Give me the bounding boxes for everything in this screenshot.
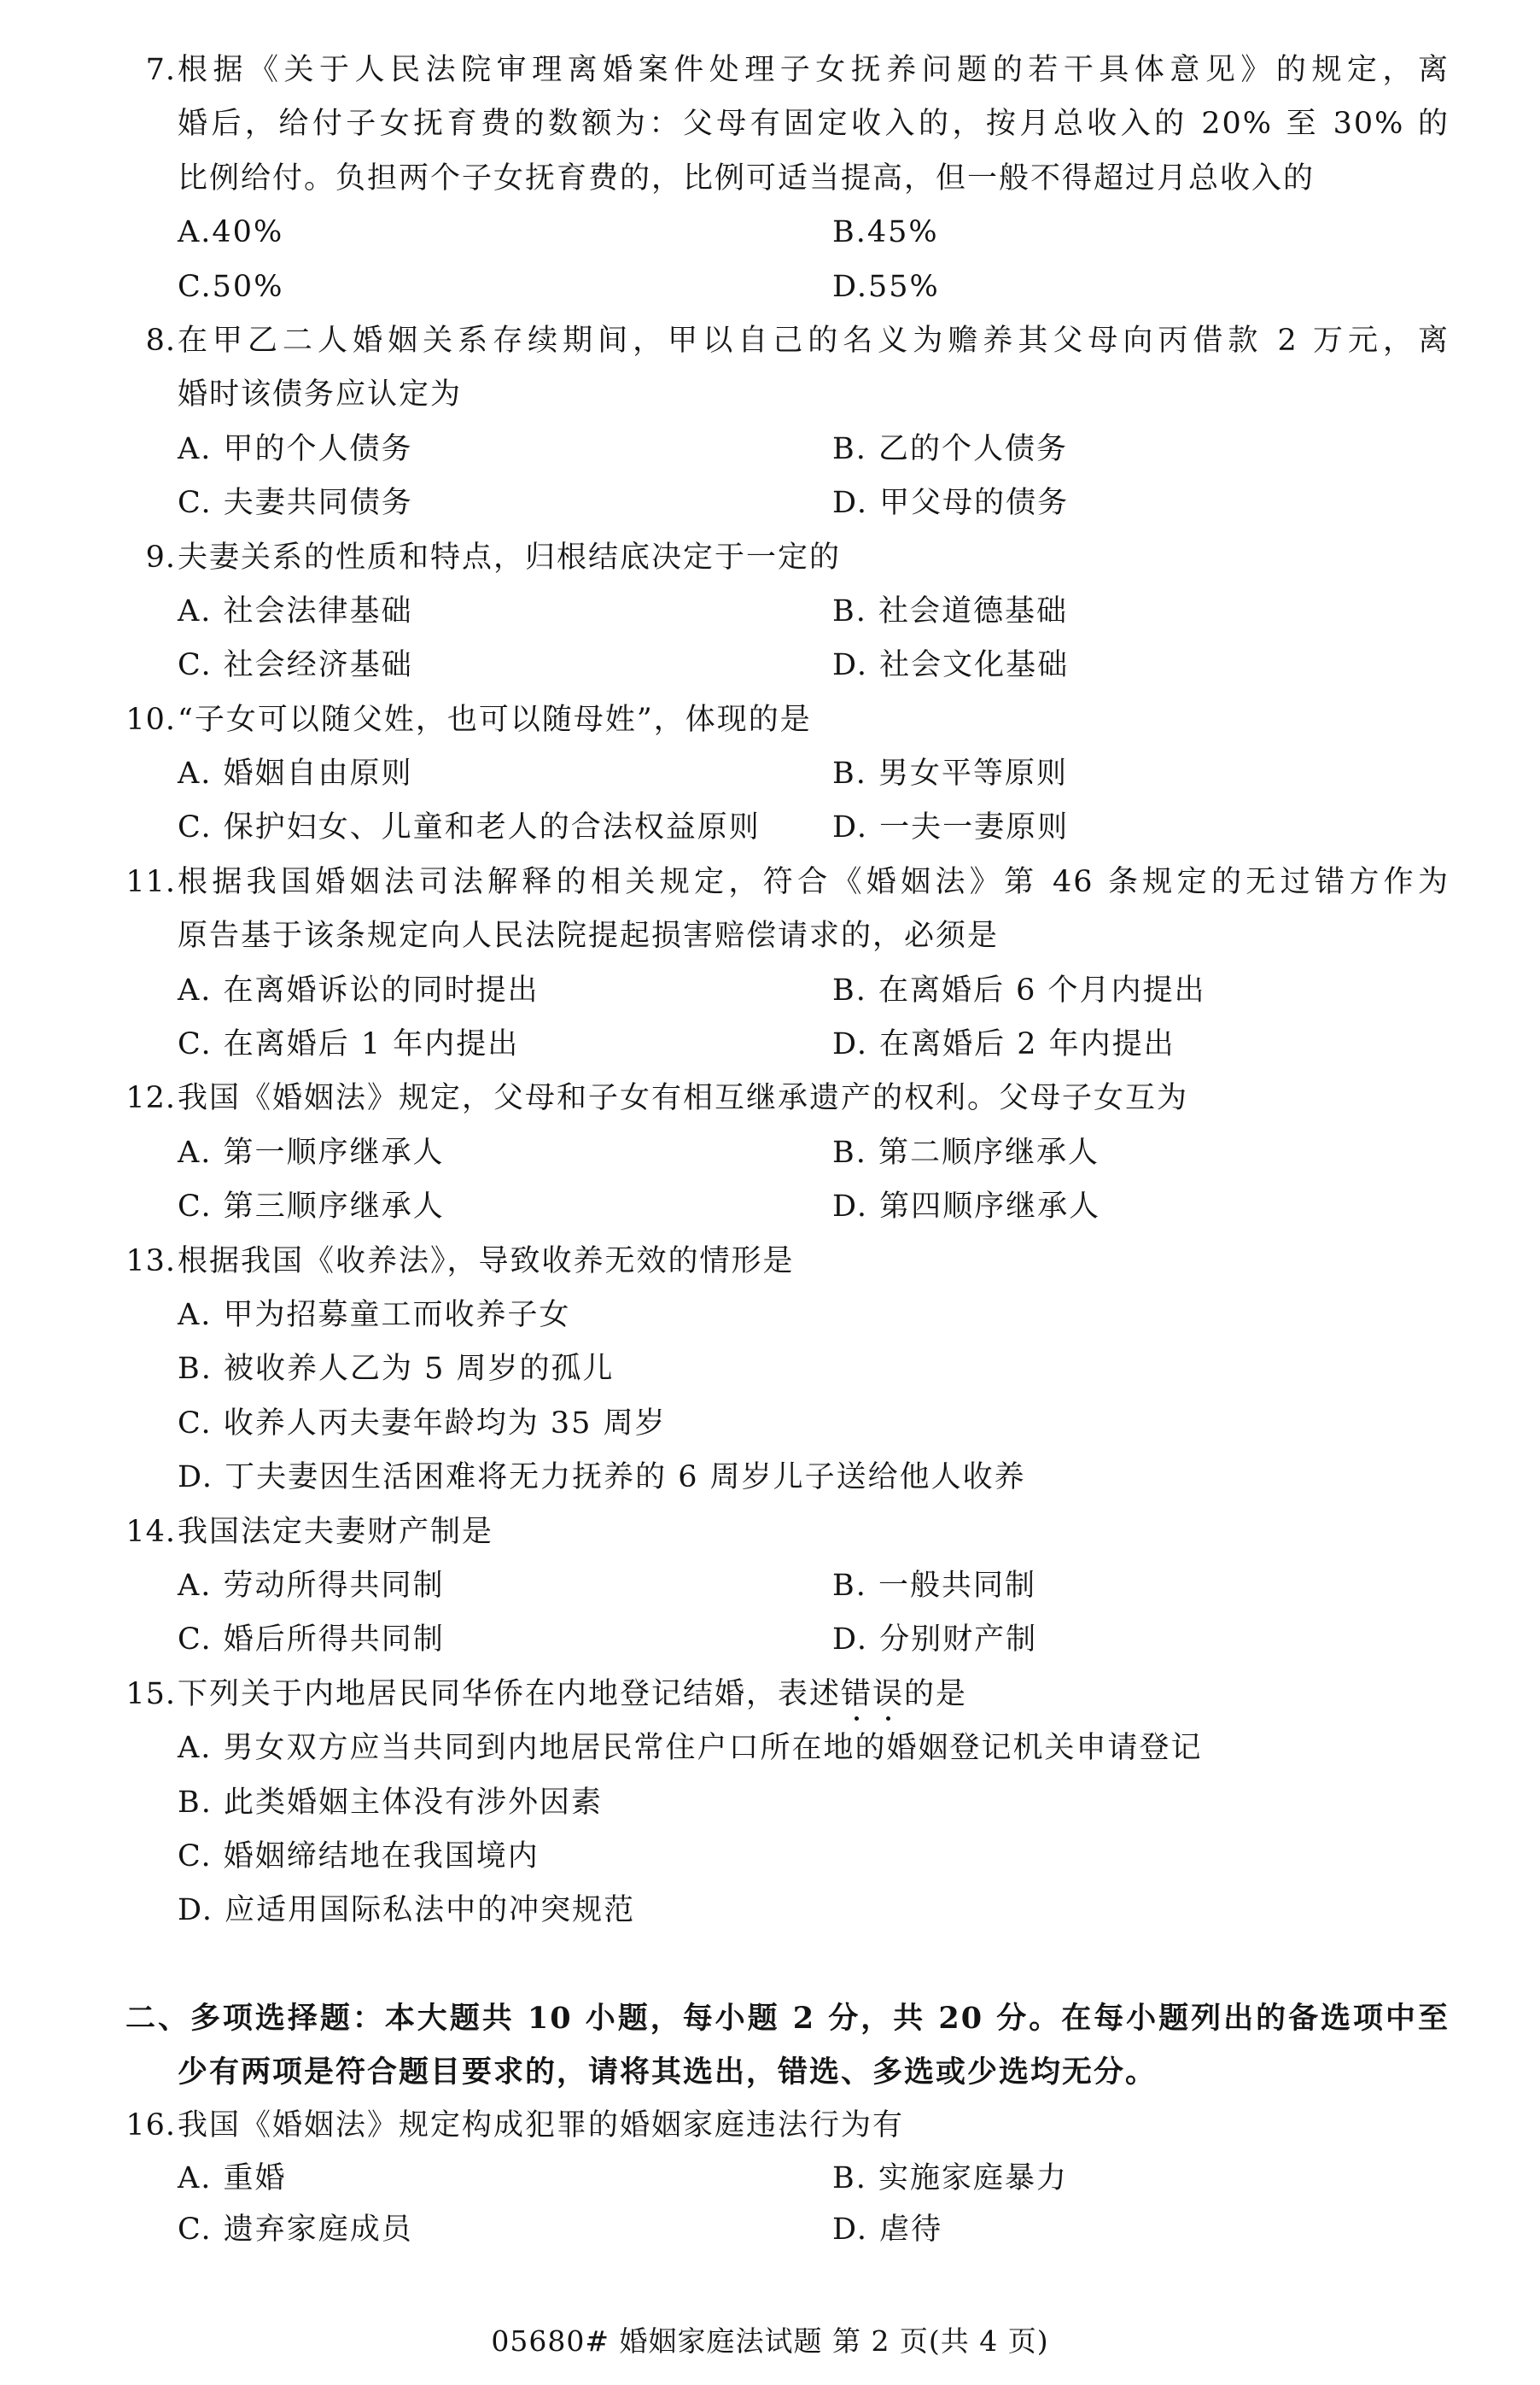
question-stem-line <box>178 1668 1450 1722</box>
option-d: D. 一夫一妻原则 <box>832 810 1070 845</box>
option-a: A. 男女双方应当共同到内地居民常住户口所在地的婚姻登记机关申请登记 <box>178 1731 1203 1766</box>
option-a: A. 甲为招募童工而收养子女 <box>178 1297 571 1332</box>
exam-page <box>0 44 1540 2256</box>
question-stem-line: 根据我国《收养法》，导致收养无效的情形是 <box>178 1243 795 1278</box>
stem-text: 的是 <box>904 1676 968 1711</box>
question-stem-line: 婚后，给付子女抚育费的数额为：父母有固定收入的，按月总收入的 20% 至 30% 的 <box>178 107 1450 142</box>
question-number: 16. <box>125 2108 176 2143</box>
section-heading-line: 二、多项选择题：本大题共 10 小题，每小题 2 分，共 20 分。在每小题列出的备选项中至 <box>125 2000 1450 2036</box>
question-12 <box>0 1072 1540 1234</box>
question-7 <box>0 44 1540 314</box>
option-d: D. 第四顺序继承人 <box>832 1190 1101 1225</box>
page-footer: 05680# 婚姻家庭法试题 第 2 页(共 4 页) <box>491 2324 1049 2358</box>
option-a: A. 重婚 <box>178 2160 287 2195</box>
option-c: C. 遗弃家庭成员 <box>178 2212 413 2247</box>
option-c: C.50% <box>178 269 284 304</box>
question-stem-line: 我国《婚姻法》规定构成犯罪的婚姻家庭违法行为有 <box>178 2108 905 2143</box>
question-number: 7. <box>145 53 176 87</box>
question-9 <box>0 531 1540 693</box>
option-b: B. 乙的个人债务 <box>832 431 1068 466</box>
section-two-heading <box>0 1991 1540 2100</box>
question-11 <box>0 856 1540 1073</box>
question-stem-line: 婚时该债务应认定为 <box>178 377 463 412</box>
question-14 <box>0 1505 1540 1668</box>
question-number: 11. <box>125 864 176 899</box>
question-number: 12. <box>125 1081 176 1116</box>
question-stem-line: 根据《关于人民法院审理离婚案件处理子女抚养问题的若干具体意见》的规定，离 <box>178 53 1450 87</box>
option-a: A. 劳动所得共同制 <box>178 1568 445 1603</box>
question-16 <box>0 2099 1540 2255</box>
question-stem-line: 在甲乙二人婚姻关系存续期间，甲以自己的名义为赡养其父母向丙借款 2 万元，离 <box>178 323 1450 358</box>
option-b: B. 此类婚姻主体没有涉外因素 <box>178 1785 603 1820</box>
option-a: A. 婚姻自由原则 <box>178 757 413 792</box>
option-c: C. 婚姻缔结地在我国境内 <box>178 1838 540 1874</box>
option-d: D. 在离婚后 2 年内提出 <box>832 1027 1175 1062</box>
option-d: D.55% <box>832 269 940 304</box>
option-b: B. 男女平等原则 <box>832 757 1068 792</box>
question-stem-line: “子女可以随父姓，也可以随母姓”，体现的是 <box>178 702 812 737</box>
option-d: D. 虐待 <box>832 2212 943 2247</box>
question-13 <box>0 1235 1540 1505</box>
option-b: B. 实施家庭暴力 <box>832 2160 1068 2195</box>
option-b: B. 被收养人乙为 5 周岁的孤儿 <box>178 1352 615 1387</box>
option-c: C. 第三顺序继承人 <box>178 1190 445 1225</box>
emphasis-mark: 错 <box>841 1676 873 1711</box>
question-number: 14. <box>125 1514 176 1549</box>
option-b: B. 在离婚后 6 个月内提出 <box>832 973 1206 1008</box>
option-a: A. 社会法律基础 <box>178 593 413 628</box>
question-stem-line: 夫妻关系的性质和特点，归根结底决定于一定的 <box>178 540 842 575</box>
option-c: C. 在离婚后 1 年内提出 <box>178 1027 520 1062</box>
question-stem-line: 比例给付。负担两个子女抚育费的，比例可适当提高，但一般不得超过月总收入的 <box>178 161 1315 196</box>
option-c: C. 夫妻共同债务 <box>178 486 413 521</box>
question-stem-line: 原告基于该条规定向人民法院提起损害赔偿请求的，必须是 <box>178 919 1000 954</box>
question-8 <box>0 314 1540 531</box>
question-stem-line: 我国《婚姻法》规定，父母和子女有相互继承遗产的权利。父母子女互为 <box>178 1081 1189 1116</box>
option-d: D. 甲父母的债务 <box>832 486 1070 521</box>
option-c: C. 保护妇女、儿童和老人的合法权益原则 <box>178 810 761 845</box>
option-d: D. 社会文化基础 <box>832 648 1070 683</box>
option-a: A. 第一顺序继承人 <box>178 1135 445 1170</box>
option-a: A. 甲的个人债务 <box>178 431 413 466</box>
option-a: A.40% <box>178 215 284 250</box>
option-a: A. 在离婚诉讼的同时提出 <box>178 973 540 1008</box>
question-number: 13. <box>125 1243 176 1278</box>
option-b: B. 第二顺序继承人 <box>832 1135 1100 1170</box>
question-number: 8. <box>145 323 176 358</box>
option-b: B. 社会道德基础 <box>832 593 1068 628</box>
question-10 <box>0 693 1540 856</box>
question-number: 9. <box>145 540 176 575</box>
question-stem-line: 根据我国婚姻法司法解释的相关规定，符合《婚姻法》第 46 条规定的无过错方作为 <box>178 864 1450 899</box>
question-15 <box>0 1668 1540 1938</box>
option-d: D. 分别财产制 <box>832 1622 1038 1657</box>
emphasis-mark: 误 <box>872 1676 905 1711</box>
option-b: B. 一般共同制 <box>832 1568 1036 1603</box>
stem-text: 下列关于内地居民同华侨在内地登记结婚，表述 <box>178 1676 842 1711</box>
option-c: C. 社会经济基础 <box>178 648 413 683</box>
question-number: 15. <box>125 1676 176 1711</box>
option-b: B.45% <box>832 215 939 250</box>
question-stem-line: 我国法定夫妻财产制是 <box>178 1514 494 1549</box>
option-c: C. 婚后所得共同制 <box>178 1622 445 1657</box>
option-d: D. 丁夫妻因生活困难将无力抚养的 6 周岁儿子送给他人收养 <box>178 1460 1026 1495</box>
option-c: C. 收养人丙夫妻年龄均为 35 周岁 <box>178 1406 667 1441</box>
section-heading-line: 少有两项是符合题目要求的，请将其选出，错选、多选或少选均无分。 <box>178 2055 1158 2090</box>
question-number: 10. <box>125 702 176 737</box>
option-d: D. 应适用国际私法中的冲突规范 <box>178 1893 636 1928</box>
